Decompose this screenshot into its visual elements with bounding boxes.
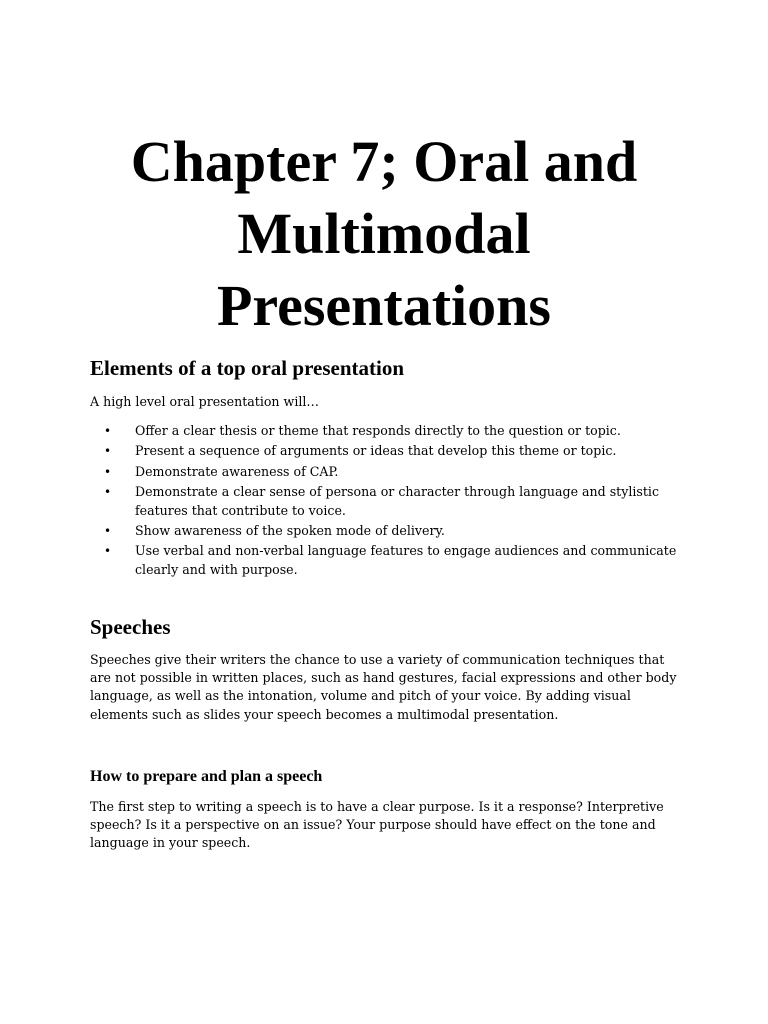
list-item — [90, 463, 690, 482]
prepare-paragraph: The first step to writing a speech is to have a clear purpose. Is it a response? Interpretive speech? Is it a perspective on an issue? Your purpose should have effect on the tone and language in your speech. — [90, 799, 664, 851]
list-item-text: Offer a clear thesis or theme that responds directly to the question or topic. — [135, 423, 621, 438]
intro-text: A high level oral presentation will… — [90, 394, 320, 409]
list-item — [90, 483, 690, 521]
bullet-icon: • — [104, 444, 112, 459]
list-item-text: Demonstrate awareness of CAP. — [135, 463, 339, 479]
list-item — [90, 522, 690, 541]
section-heading-speeches: Speeches — [90, 615, 171, 639]
list-item — [90, 422, 690, 441]
chapter-title: Chapter 7; Oral and Multimodal Presentations — [130, 129, 638, 338]
bullet-icon: • — [104, 484, 112, 499]
list-item-text: Present a sequence of arguments or ideas that develop this theme or topic. — [135, 443, 617, 459]
list-item-text: Use verbal and non-verbal language features to engage audiences and communicate clearly and with purpose. — [135, 543, 677, 578]
list-item-text: Show awareness of the spoken mode of delivery. — [135, 522, 445, 538]
bullet-icon: • — [104, 544, 112, 559]
speeches-paragraph: Speeches give their writers the chance to use a variety of communication techniques that are not possible in written places, such as hand gestures, facial expressions and other body language, as well as the intonation, volume and pitch of your voice. By adding visual elements such as slides your speech becomes a multimodal presentation. — [90, 652, 677, 722]
bullet-icon: • — [104, 523, 112, 538]
subheading-prepare-plan: How to prepare and plan a speech — [90, 768, 323, 785]
list-item — [90, 542, 690, 580]
bullet-icon: • — [104, 424, 112, 438]
bullet-list — [90, 422, 690, 581]
section-heading-elements: Elements of a top oral presentation — [90, 356, 405, 380]
list-item — [90, 442, 690, 461]
bullet-icon: • — [104, 464, 112, 479]
list-item-text: Demonstrate a clear sense of persona or character through language and stylistic features that contribute to voice. — [135, 483, 660, 518]
